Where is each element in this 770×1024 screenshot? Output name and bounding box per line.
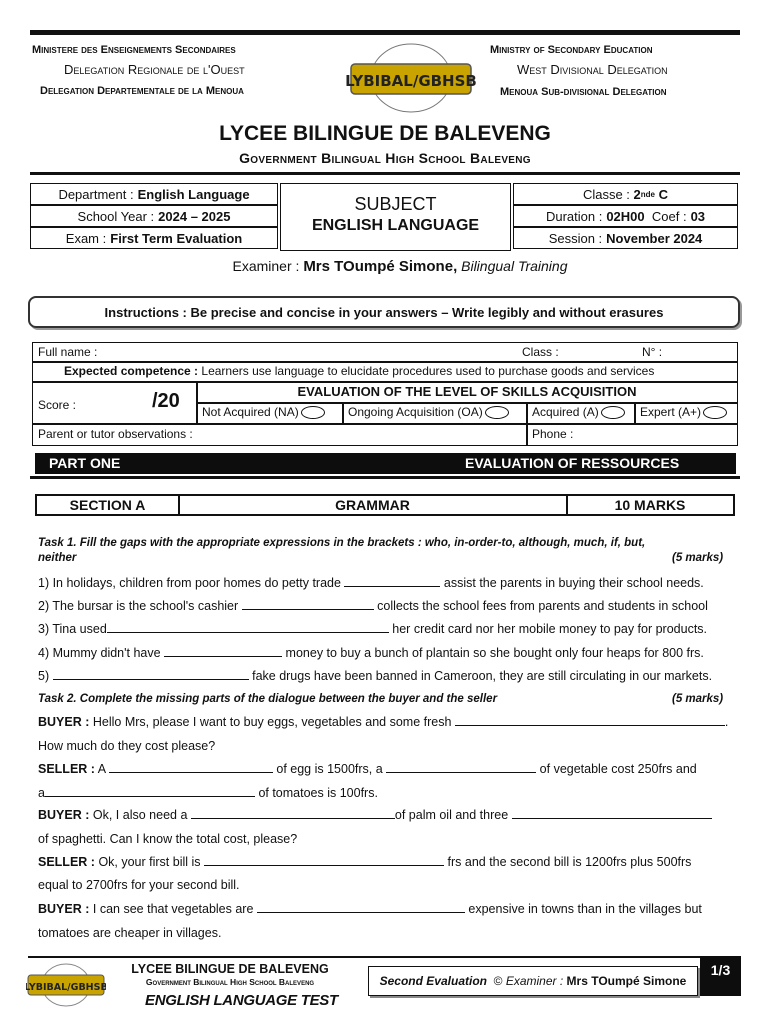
level-expert: Expert (A+)	[640, 405, 727, 419]
footer-rule	[28, 956, 741, 958]
level-a: Acquired (A)	[532, 405, 625, 419]
footer-test-title: ENGLISH LANGUAGE TEST	[145, 992, 338, 1009]
answer-blank[interactable]	[107, 622, 389, 633]
duration-cell: Duration : 02H00 Coef : 03	[513, 205, 738, 227]
part-one-bar	[35, 453, 736, 474]
dialogue-line-4: a of tomatoes is 100frs.	[38, 786, 378, 800]
competence-line: Expected competence : Learners use language to elucidate procedures used to purchase goods and services	[64, 364, 655, 378]
school-logo	[345, 42, 477, 114]
fullname-label: Full name :	[38, 345, 98, 359]
department-cell: Department : English Language	[30, 183, 278, 205]
footer-school-name: LYCEE BILINGUE DE BALEVENG	[131, 962, 329, 976]
row-divider	[196, 402, 738, 404]
score-label: Score :	[38, 398, 77, 412]
subject-name: ENGLISH LANGUAGE	[311, 217, 480, 234]
logo-text: LYBIBAL/GBHSB	[345, 72, 477, 90]
answer-blank[interactable]	[191, 808, 395, 819]
footer-logo-text: LYBIBAL/GBHSB	[26, 982, 106, 993]
instructions-box: Instructions : Be precise and concise in your answers – Write legibly and without erasures	[28, 296, 740, 328]
class-label: Class :	[522, 345, 559, 359]
dialogue-line-8: equal to 2700frs for your second bill.	[38, 878, 240, 892]
answer-blank[interactable]	[204, 855, 444, 866]
question-1: 1) In holidays, children from poor homes do petty trade assist the parents in buying their school needs.	[38, 576, 704, 590]
header-right-1: Ministry of Secondary Education	[490, 44, 653, 56]
level-oa: Ongoing Acquisition (OA)	[348, 405, 509, 419]
col-divider	[634, 402, 636, 424]
subject-label: SUBJECT	[354, 194, 437, 214]
number-label: N° :	[642, 345, 663, 359]
parent-observations-label: Parent or tutor observations :	[38, 427, 193, 441]
answer-blank[interactable]	[455, 715, 725, 726]
row-divider	[32, 381, 738, 383]
row-divider	[32, 361, 738, 363]
question-3: 3) Tina used her credit card nor her mobile money to pay for products.	[38, 622, 708, 636]
question-5: 5) fake drugs have been banned in Cameroon, they are still circulating in our markets.	[38, 669, 713, 683]
level-na-checkbox[interactable]	[301, 406, 325, 419]
dialogue-line-2: How much do they cost please?	[38, 739, 216, 753]
dialogue-line-6: of spaghetti. Can I know the total cost, please?	[38, 832, 298, 846]
section-topic: GRAMMAR	[335, 497, 410, 513]
answer-blank[interactable]	[45, 786, 255, 797]
section-a-box	[35, 494, 735, 516]
dialogue-line-1: BUYER : Hello Mrs, please I want to buy eggs, vegetables and some fresh .	[38, 715, 729, 729]
score-total: /20	[152, 390, 180, 412]
footer-school-name-en: Government Bilingual High School Baleveng	[145, 977, 315, 987]
level-oa-checkbox[interactable]	[485, 406, 509, 419]
question-2: 2) The bursar is the school's cashier collects the school fees from parents and students in school	[38, 599, 708, 613]
header-rule	[30, 172, 740, 175]
header-left-1: Ministere des Enseignements Secondaires	[32, 44, 236, 56]
header-left-3: Delegation Departementale de la Menoua	[40, 85, 244, 97]
eval-title: EVALUATION OF THE LEVEL OF SKILLS ACQUISITION	[297, 384, 637, 399]
page-number: 1/3	[700, 956, 741, 996]
task1-title: Task 1. Fill the gaps with the appropriate expressions in the brackets : who, in-order-to, although, much, if, but,	[38, 537, 646, 549]
level-expert-checkbox[interactable]	[703, 406, 727, 419]
school-year-cell: School Year : 2024 – 2025	[30, 205, 278, 227]
task2-title: Task 2. Complete the missing parts of the dialogue between the buyer and the seller	[38, 693, 498, 705]
classe-cell: Classe : 2 nde C	[513, 183, 738, 205]
col-divider	[342, 402, 344, 424]
question-4: 4) Mummy didn't have money to buy a bunch of plantain so she bought only four heaps for 800 frs.	[38, 646, 704, 660]
answer-blank[interactable]	[344, 576, 440, 587]
level-a-checkbox[interactable]	[601, 406, 625, 419]
section-name: SECTION A	[69, 497, 146, 513]
row-divider	[32, 423, 738, 425]
answer-blank[interactable]	[164, 646, 282, 657]
dialogue-line-3: SELLER : A of egg is 1500frs, a of vegetable cost 250frs and	[38, 762, 697, 776]
part-label: PART ONE	[49, 455, 121, 471]
school-name-fr: LYCEE BILINGUE DE BALEVENG	[219, 122, 551, 145]
dialogue-line-7: SELLER : Ok, your first bill is frs and the second bill is 1200frs plus 500frs	[38, 855, 692, 869]
answer-blank[interactable]	[512, 808, 712, 819]
footer-logo	[26, 962, 106, 1008]
footer-eval-box: Second Evaluation © Examiner : Mrs TOumpé Simone	[368, 966, 698, 996]
dialogue-line-5: BUYER : Ok, I also need a of palm oil and three	[38, 808, 712, 822]
session-cell: Session : November 2024	[513, 227, 738, 249]
top-rule	[30, 30, 740, 35]
header-right-2: West Divisional Delegation	[517, 62, 668, 77]
header-left-2: Delegation Regionale de l'Ouest	[64, 62, 245, 77]
task1-marks: (5 marks)	[672, 552, 724, 564]
answer-blank[interactable]	[257, 902, 465, 913]
exam-cell: Exam : First Term Evaluation	[30, 227, 278, 249]
task1-title-cont: neither	[38, 552, 77, 564]
level-na: Not Acquired (NA)	[202, 405, 325, 419]
school-name-en: Government Bilingual High School Baleveng	[239, 150, 531, 166]
answer-blank[interactable]	[109, 762, 273, 773]
section-marks: 10 MARKS	[614, 497, 686, 513]
subject-box	[280, 183, 511, 251]
header-right-3: Menoua Sub-divisional Delegation	[500, 86, 667, 98]
part-rule	[30, 476, 740, 479]
dialogue-line-9: BUYER : I can see that vegetables are expensive in towns than in the villages but	[38, 902, 702, 916]
part-title: EVALUATION OF RESSOURCES	[465, 455, 680, 471]
examiner-line: Examiner : Mrs TOumpé Simone, Bilingual Training	[232, 258, 568, 275]
task2-marks: (5 marks)	[672, 693, 724, 705]
phone-label: Phone :	[532, 427, 574, 441]
answer-blank[interactable]	[242, 599, 374, 610]
answer-blank[interactable]	[386, 762, 536, 773]
dialogue-line-10: tomatoes are cheaper in villages.	[38, 926, 222, 940]
answer-blank[interactable]	[53, 669, 249, 680]
